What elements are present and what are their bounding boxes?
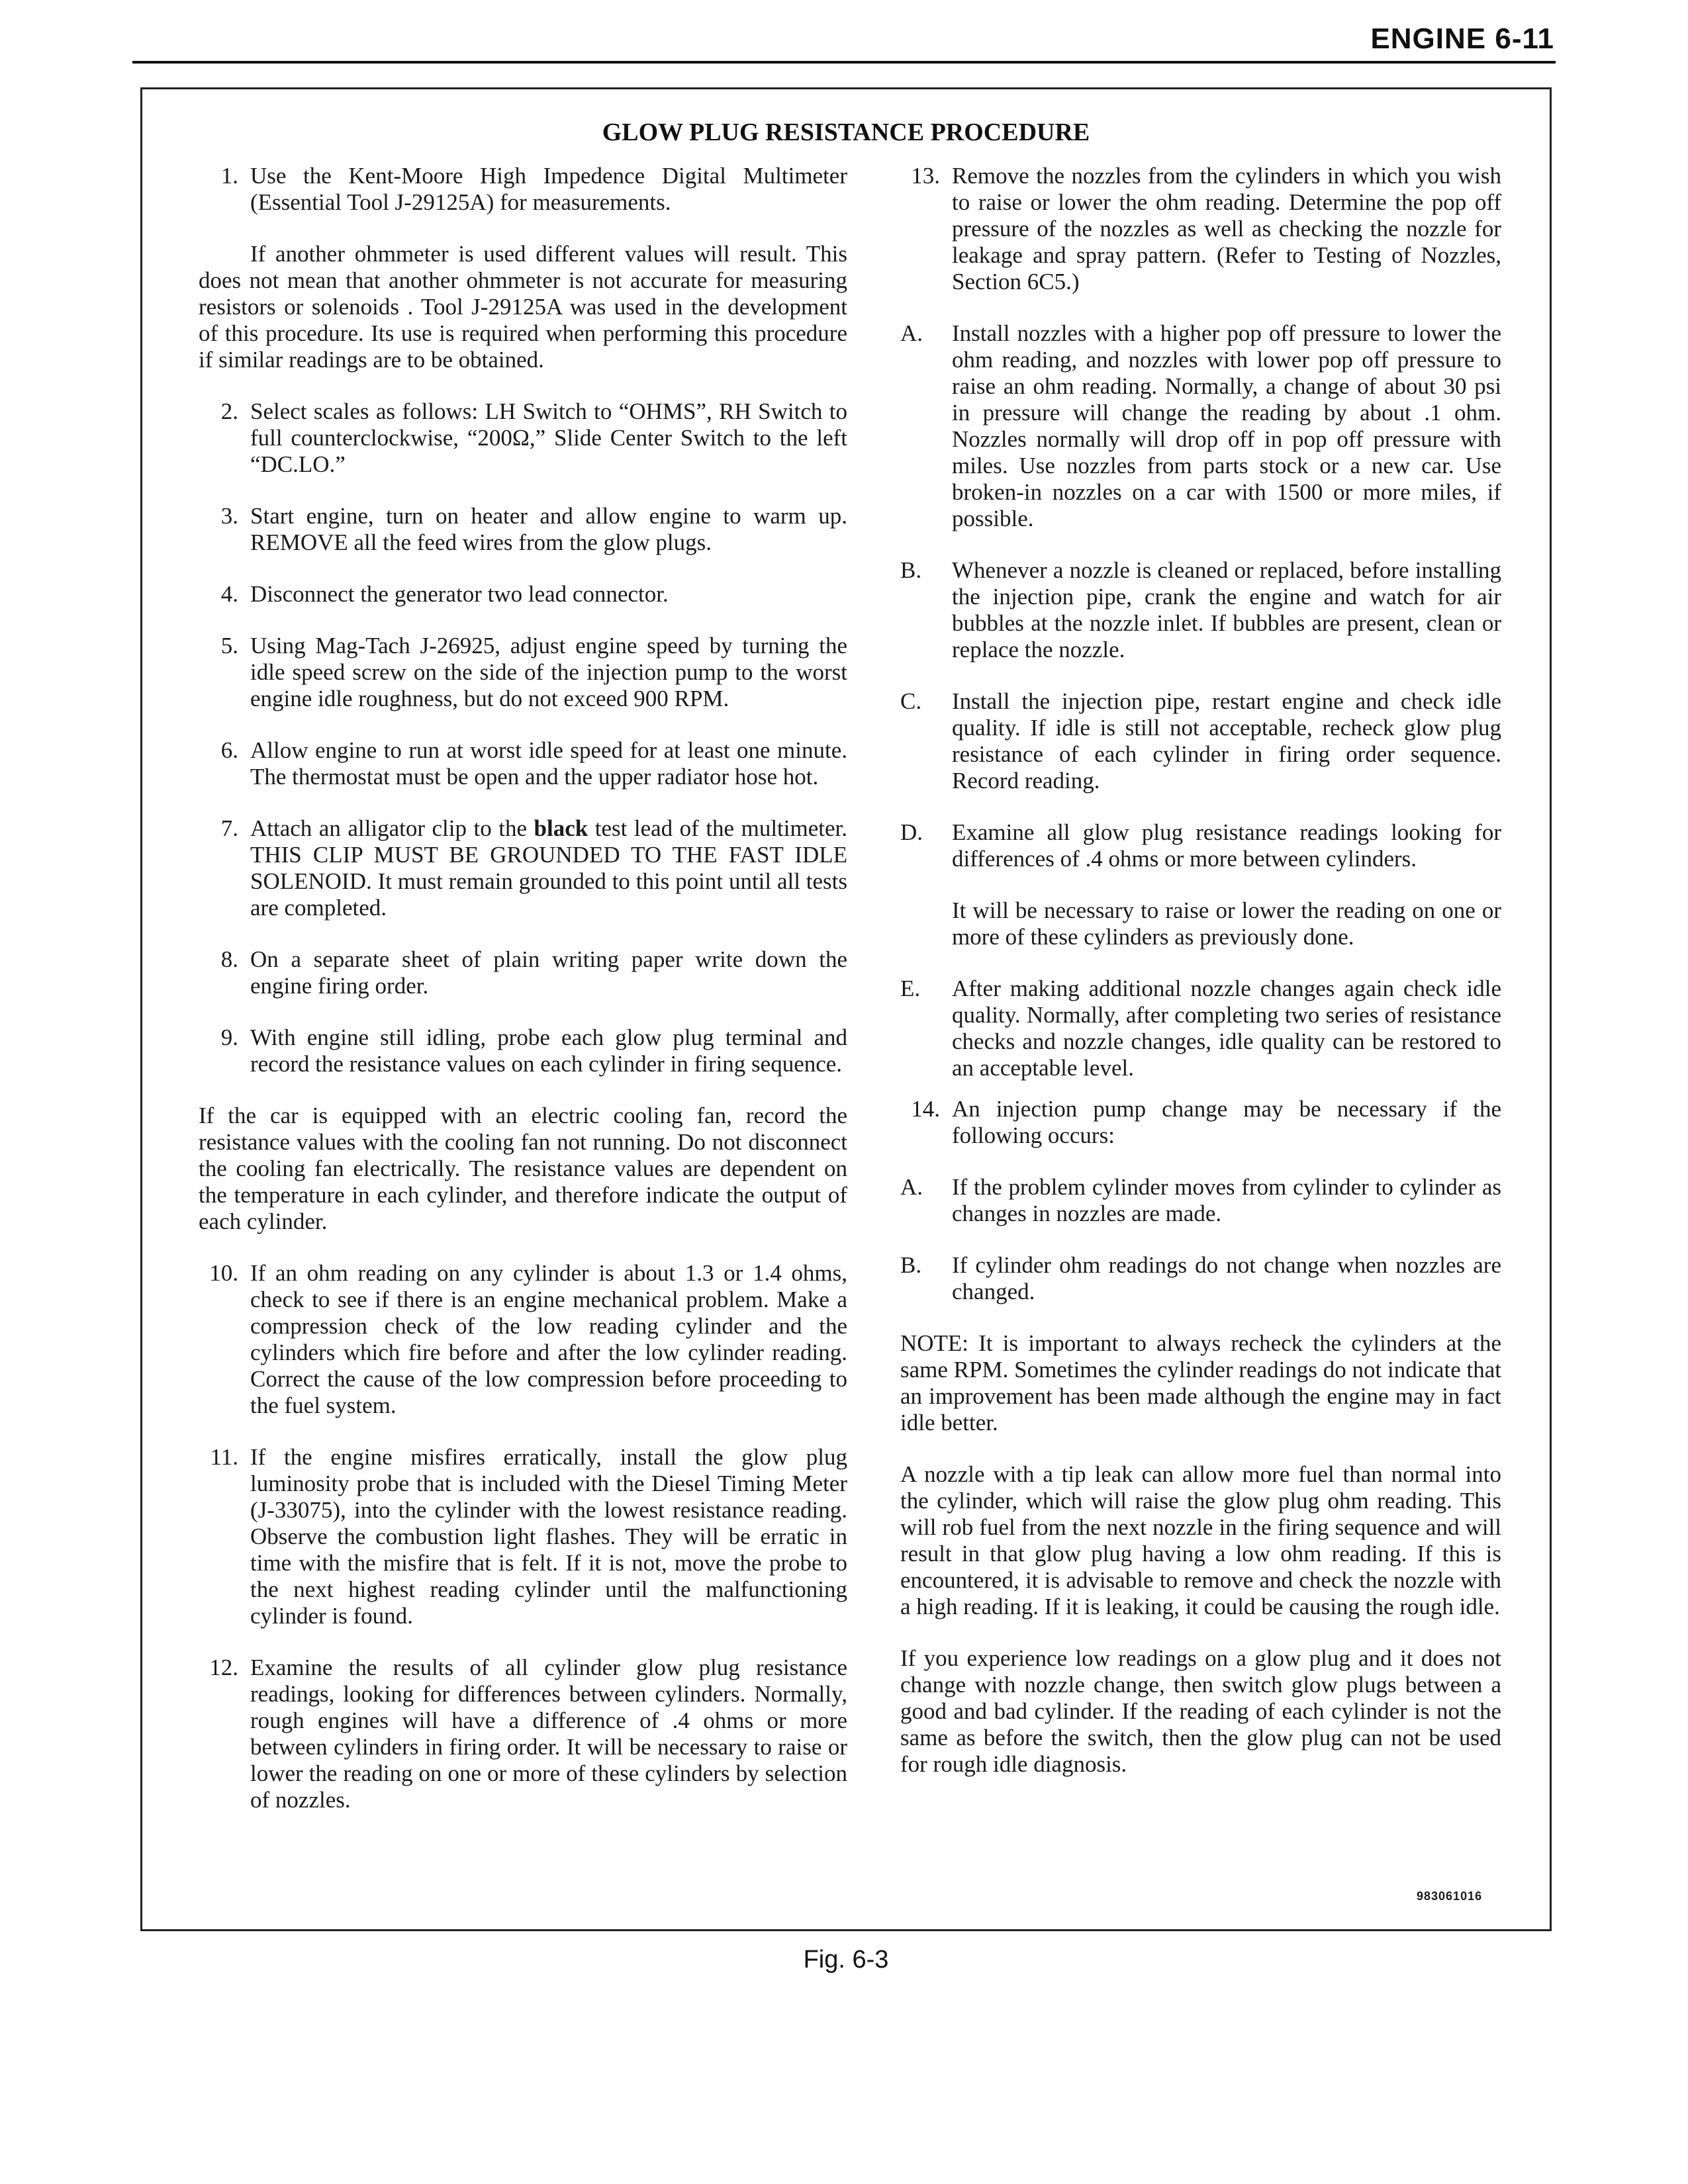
step-8: [199, 946, 847, 999]
note-switch-glow-plugs: If you experience low readings on a glow plug and it does not change with nozzle change, then switch glow plugs between a good and bad cylinder. If the reading of each cylinder is not the same as before the switch, then the glow plug can not be used for rough idle diagnosis.: [900, 1645, 1501, 1777]
step-text: test lead of the multimeter. THIS CLIP MUST BE GROUNDED TO THE FAST IDLE SOLENOID. It must remain grounded to this point until all tests are completed.: [250, 815, 847, 921]
step-number: 8.: [220, 946, 238, 972]
step-text: Start engine, turn on heater and allow engine to warm up. REMOVE all the feed wires from the glow plugs.: [250, 503, 847, 555]
substep-letter: A.: [900, 320, 923, 346]
note-recheck: NOTE: It is important to always recheck the cylinders at the same RPM. Sometimes the cylinder readings do not indicate that an improvement has been made although the engine may in fact idle better.: [900, 1330, 1501, 1435]
step-number: 1.: [220, 163, 238, 189]
page-header-title: ENGINE 6-11: [1370, 23, 1554, 55]
step-number: 2.: [220, 398, 238, 424]
substep-letter: D.: [900, 819, 923, 845]
substep-letter: B.: [900, 1252, 922, 1278]
step-text: If an ohm reading on any cylinder is about 1.3 or 1.4 ohms, check to see if there is an engine mechanical problem. Make a compression check of the low reading cylinder and the cylinders which fire before and after the low cylinder reading. Correct the cause of the low compression before proceeding to the fuel system.: [250, 1260, 847, 1418]
substep-13-a: [900, 320, 1501, 532]
step-5: [199, 633, 847, 712]
procedure-title: GLOW PLUG RESISTANCE PROCEDURE: [602, 118, 1090, 146]
step-number: 14.: [911, 1096, 940, 1122]
substep-letter: C.: [900, 688, 922, 714]
header-rule: [132, 61, 1556, 64]
step-14: [900, 1096, 1501, 1149]
step-text-bold: black: [534, 815, 588, 841]
step-number: 7.: [220, 815, 238, 841]
step-text: Attach an alligator clip to the: [250, 815, 534, 841]
substep-letter: A.: [900, 1174, 923, 1200]
step-10: [199, 1260, 847, 1419]
substep-13-d-note: [900, 897, 1501, 950]
substep-letter: B.: [900, 557, 922, 583]
step-text: Examine the results of all cylinder glow plug resistance readings, looking for differences between cylinders. Normally, rough engines will have a difference of .4 ohms or more between cylinders in firing order. It will be necessary to raise or lower the reading on one or more of these cylinders by selection of nozzles.: [250, 1655, 847, 1813]
step-12: [199, 1655, 847, 1813]
figure-caption: Fig. 6-3: [803, 1946, 889, 1974]
substep-13-d: [900, 819, 1501, 872]
step-number: 11.: [210, 1444, 238, 1470]
substep-letter: E.: [900, 976, 921, 1001]
step-number: 4.: [220, 581, 238, 607]
step-1-note: If another ohmmeter is used different values will result. This does not mean that another ohmmeter is not accurate for measuring resistors or solenoids . Tool J-29125A was used in the development of this procedure. Its use is required when performing this procedure if similar readings are to be obtained.: [199, 241, 847, 373]
step-text: Allow engine to run at worst idle speed for at least one minute. The thermostat must be open and the upper radiator hose hot.: [250, 737, 847, 790]
step-text: Remove the nozzles from the cylinders in which you wish to raise or lower the ohm reading. Determine the pop off pressure of the nozzles as well as checking the nozzle for leakage and spray pattern. (Refer to Testing of Nozzles, Section 6C5.): [952, 163, 1501, 295]
substep-text: Install nozzles with a higher pop off pressure to lower the ohm reading, and nozzles with lower pop off pressure to raise an ohm reading. Normally, a change of about 30 psi in pressure will change the reading by about .1 ohm. Nozzles normally will drop off in pop off pressure with miles. Use nozzles from parts stock or a new car. Use broken-in nozzles on a car with 1500 or more miles, if possible.: [952, 320, 1501, 531]
left-column: [199, 163, 847, 1813]
step-text: Use the Kent-Moore High Impedence Digital Multimeter (Essential Tool J-29125A) for measurements.: [250, 163, 847, 215]
step-number: 5.: [220, 633, 238, 659]
figure-code: 983061016: [1417, 1889, 1483, 1903]
substep-14-a: [900, 1174, 1501, 1227]
substep-text: Examine all glow plug resistance readings looking for differences of .4 ohms or more between cylinders.: [952, 819, 1501, 872]
step-2: [199, 398, 847, 478]
step-text: If the engine misfires erratically, install the glow plug luminosity probe that is included with the Diesel Timing Meter (J-33075), into the cylinder with the lowest resistance reading. Observe the combustion light flashes. They will be erratic in time with the misfire that is felt. If it is not, move the probe to the next highest reading cylinder until the malfunctioning cylinder is found.: [250, 1444, 847, 1629]
step-number: 9.: [220, 1024, 238, 1050]
step-11: [199, 1444, 847, 1629]
step-number: 3.: [220, 503, 238, 529]
step-6: [199, 737, 847, 790]
substep-text: It will be necessary to raise or lower the reading on one or more of these cylinders as previously done.: [952, 897, 1501, 950]
substep-text: If cylinder ohm readings do not change when nozzles are changed.: [952, 1252, 1501, 1304]
substep-text: Install the injection pipe, restart engine and check idle quality. If idle is still not acceptable, recheck glow plug resistance of each cylinder in firing order sequence. Record reading.: [952, 688, 1501, 794]
note-tip-leak: A nozzle with a tip leak can allow more fuel than normal into the cylinder, which will raise the glow plug ohm reading. This will rob fuel from the next nozzle in the firing sequence and will result in that glow plug having a low ohm reading. If this is encountered, it is advisable to remove and check the nozzle with a high reading. If it is leaking, it could be causing the rough idle.: [900, 1461, 1501, 1619]
right-column: [900, 163, 1501, 1778]
step-number: 6.: [220, 737, 238, 763]
substep-text: Whenever a nozzle is cleaned or replaced, before installing the injection pipe, crank the engine and watch for air bubbles at the nozzle inlet. If bubbles are present, clean or replace the nozzle.: [952, 557, 1501, 662]
substep-13-c: [900, 688, 1501, 794]
step-text: Disconnect the generator two lead connector.: [250, 581, 669, 607]
step-3: [199, 503, 847, 556]
step-4: [199, 581, 847, 608]
substep-text: After making additional nozzle changes again check idle quality. Normally, after completing two series of resistance checks and nozzle changes, idle quality can be restored to an acceptable level.: [952, 976, 1501, 1081]
step-number: 13.: [911, 163, 940, 189]
step-text: An injection pump change may be necessary if the following occurs:: [952, 1096, 1501, 1148]
substep-13-b: [900, 557, 1501, 663]
step-7: [199, 815, 847, 921]
step-text: Select scales as follows: LH Switch to “OHMS”, RH Switch to full counterclockwise, “200Ω,” Slide Center Switch to the left “DC.LO.”: [250, 398, 847, 477]
step-number: 12.: [209, 1655, 238, 1680]
step-text: On a separate sheet of plain writing paper write down the engine firing order.: [250, 946, 847, 999]
step-13: [900, 163, 1501, 295]
step-number: 10.: [209, 1260, 238, 1286]
step-9: [199, 1024, 847, 1077]
step-1: [199, 163, 847, 216]
step-9-note: If the car is equipped with an electric cooling fan, record the resistance values with the cooling fan not running. Do not disconnect the cooling fan electrically. The resistance values are dependent on the temperature in each cylinder, and therefore indicate the output of each cylinder.: [199, 1103, 847, 1234]
substep-13-e: [900, 976, 1501, 1081]
step-text: With engine still idling, probe each glow plug terminal and record the resistance values on each cylinder in firing sequence.: [250, 1024, 847, 1077]
substep-14-b: [900, 1252, 1501, 1305]
substep-text: If the problem cylinder moves from cylinder to cylinder as changes in nozzles are made.: [952, 1174, 1501, 1226]
step-text: Using Mag-Tach J-26925, adjust engine speed by turning the idle speed screw on the side of the injection pump to the worst engine idle roughness, but do not exceed 900 RPM.: [250, 633, 847, 711]
